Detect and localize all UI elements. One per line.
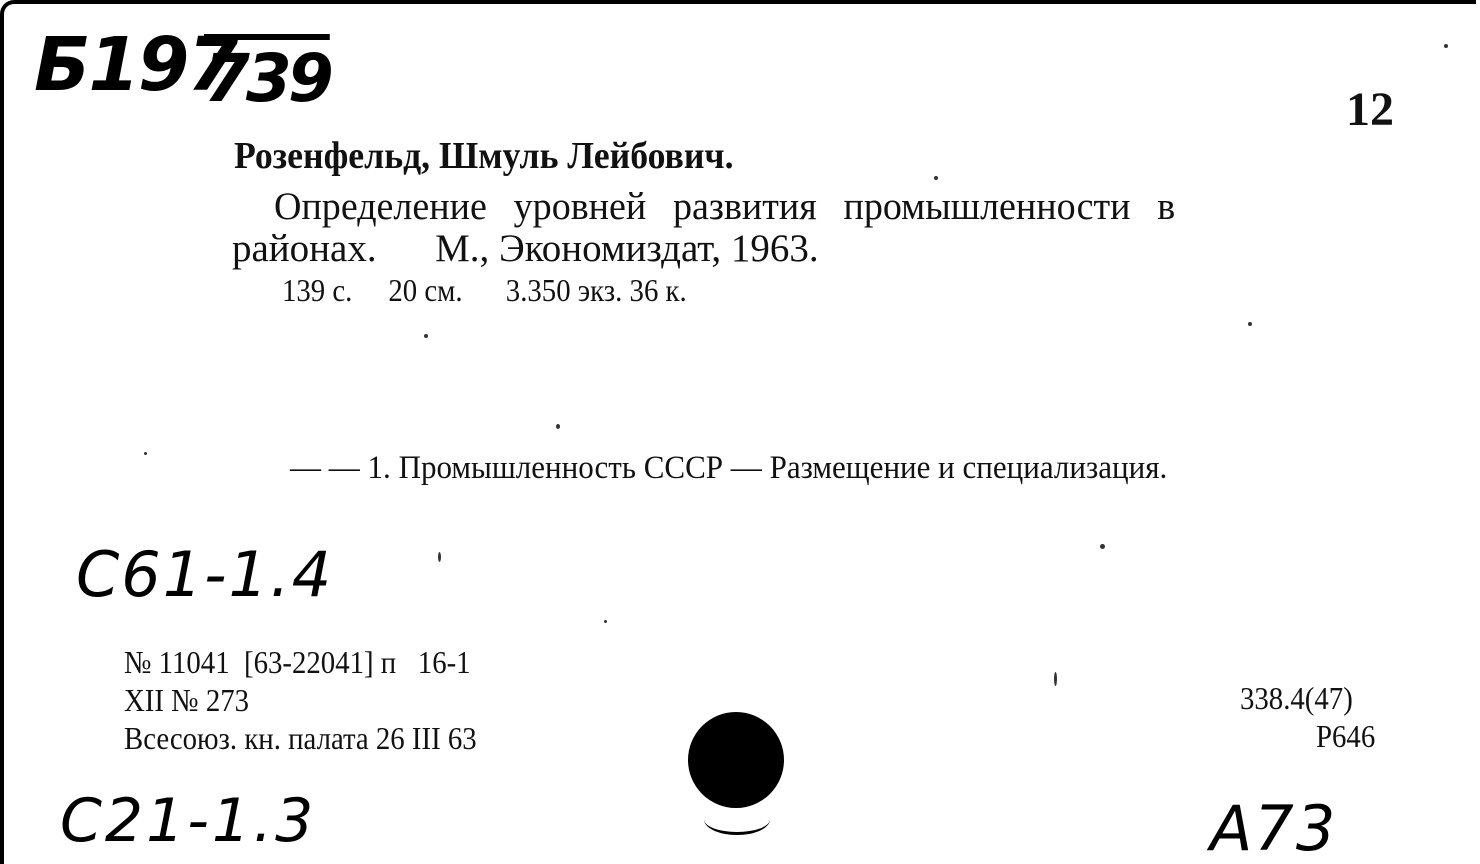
registration-line-3: Всесоюз. кн. палата 26 III 63 — [124, 720, 477, 756]
scan-speck — [1100, 544, 1105, 549]
scan-speck — [556, 424, 560, 429]
scan-speck — [438, 552, 441, 562]
title-line-1: Определение уровней развития промышленности в — [274, 185, 1176, 228]
physical-description: 139 с. 20 см. 3.350 экз. 36 к. — [282, 272, 687, 308]
registration-line-1: № 11041 [63-22041] п 16-1 — [124, 644, 471, 680]
author-heading: Розенфельд, Шмуль Лейбович. — [234, 135, 734, 177]
title-line-2: районах. М., Экономиздат, 1963. — [232, 227, 819, 270]
subject-heading: — — 1. Промышленность СССР — Размещение и специализация. — [290, 450, 1168, 486]
scan-speck — [424, 334, 428, 338]
card-punch-hole — [688, 712, 784, 808]
classification-number: 338.4(47) — [1240, 680, 1353, 716]
cutter-number: Р646 — [1316, 718, 1376, 754]
shelf-mark-sub: 739 — [204, 40, 330, 117]
handwritten-code-1: С61-1.4 — [76, 538, 334, 611]
scan-speck — [1248, 322, 1252, 326]
shelf-mark: Б197 — [34, 22, 237, 108]
scan-speck — [144, 452, 147, 455]
card-punch-hole-shadow — [704, 804, 770, 835]
scan-speck — [1444, 44, 1448, 48]
registration-line-2: XII № 273 — [124, 682, 250, 718]
page-number: 12 — [1346, 83, 1394, 136]
scan-speck — [934, 176, 938, 180]
scan-speck — [1054, 672, 1057, 686]
handwritten-code-2: С21-1.3 — [60, 786, 317, 856]
scan-speck — [604, 620, 607, 623]
handwritten-code-3: А73 — [1210, 792, 1338, 864]
